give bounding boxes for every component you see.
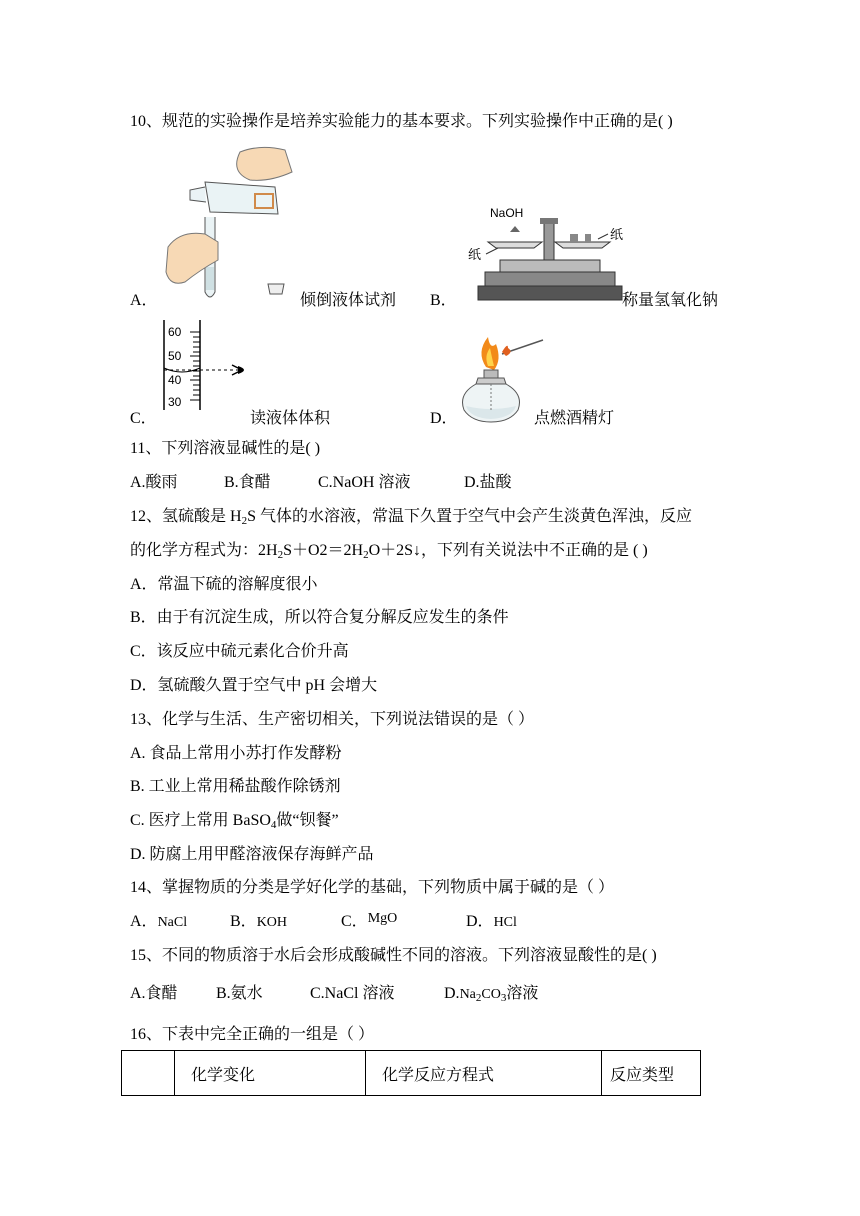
q12-stem-line1: 12、氢硫酸是 $H_2S$ 气体的水溶液，常温下久置于空气中会产生淡黄色浑浊，反应 — [130, 508, 692, 527]
graduated-cylinder-illustration — [160, 320, 260, 412]
q14-stem: 14、掌握物质的分类是学好化学的基础，下列物质中属于碱的是（ ） — [130, 879, 615, 896]
q11-option-a: A.酸雨 — [130, 474, 178, 491]
pouring-liquid-illustration — [160, 142, 310, 307]
naoh-label: NaOH — [490, 206, 524, 220]
cylinder-tick-50: 50 — [168, 349, 182, 363]
q14-option-d: D．HCl — [466, 913, 517, 930]
q12-option-a: A．常温下硫的溶解度很小 — [130, 576, 318, 593]
table-header-blank — [122, 1051, 175, 1096]
q10-option-a-letter: A． — [130, 292, 158, 309]
table-header-equation: 化学反应方程式 — [366, 1051, 602, 1096]
q15-option-a: A.食醋 — [130, 985, 178, 1002]
q15-option-d: $D.Na_2CO_3$溶液 — [444, 985, 539, 1004]
q10-option-b-letter: B． — [430, 292, 457, 309]
q10-option-d-text: 点燃酒精灯 — [534, 410, 615, 427]
cylinder-tick-40: 40 — [168, 373, 182, 387]
cylinder-tick-60: 60 — [168, 325, 182, 339]
q15-option-b: B.氨水 — [216, 985, 263, 1002]
q14-option-a: A．NaCl — [130, 913, 188, 930]
q12-option-b: B．由于有沉淀生成，所以符合复分解反应发生的条件 — [130, 609, 509, 626]
q15-option-c: C.NaCl 溶液 — [310, 985, 395, 1002]
q11-option-d: D.盐酸 — [464, 474, 512, 491]
q11-option-b: B.食醋 — [224, 474, 271, 491]
table-header-change: 化学变化 — [175, 1051, 366, 1096]
paper-label-left: 纸 — [468, 247, 482, 262]
q11-option-c: C.NaOH 溶液 — [318, 474, 411, 491]
q13-option-c: C. 医疗上常用 BaSO$_4$做“钡餐” — [130, 812, 339, 831]
q11-stem: 11、下列溶液显碱性的是( ) — [130, 440, 321, 457]
q12-option-d: D．氢硫酸久置于空气中 pH 会增大 — [130, 677, 378, 694]
q10-option-c-letter: C． — [130, 410, 157, 427]
q15-stem: 15、不同的物质溶于水后会形成酸碱性不同的溶液。下列溶液显酸性的是( ) — [130, 947, 657, 964]
q12-option-c: C．该反应中硫元素化合价升高 — [130, 643, 349, 660]
q10-option-b-text: 称量氢氧化钠 — [622, 292, 719, 309]
q10-option-d-letter: D． — [430, 410, 458, 427]
q14-option-b: B．KOH — [230, 913, 288, 930]
table-header-type: 反应类型 — [602, 1051, 701, 1096]
q16-table — [121, 1050, 701, 1096]
q14-option-c: C．MgO — [341, 911, 398, 930]
paper-label-right: 纸 — [610, 227, 624, 242]
table-row — [122, 1051, 701, 1096]
cylinder-tick-30: 30 — [168, 395, 182, 409]
q12-stem-line2: 的化学方程式为：$2H_2S+O2=2H_2O+2S↓$，下列有关说法中不正确的是 ( ) — [130, 542, 648, 561]
q13-stem: 13、化学与生活、生产密切相关，下列说法错误的是（ ） — [130, 711, 535, 728]
q13-option-d: D. 防腐上用甲醛溶液保存海鲜产品 — [130, 846, 374, 863]
q16-stem: 16、下表中完全正确的一组是（ ） — [130, 1026, 375, 1043]
q10-option-a-text: 倾倒液体试剂 — [300, 292, 397, 309]
q13-option-a: A. 食品上常用小苏打作发酵粉 — [130, 745, 342, 762]
q10-stem: 10、规范的实验操作是培养实验能力的基本要求。下列实验操作中正确的是( ) — [130, 113, 673, 130]
balance-weighing-illustration — [460, 202, 640, 304]
q13-option-b: B. 工业上常用稀盐酸作除锈剂 — [130, 778, 341, 795]
q10-option-c-text: 读液体体积 — [250, 410, 331, 427]
